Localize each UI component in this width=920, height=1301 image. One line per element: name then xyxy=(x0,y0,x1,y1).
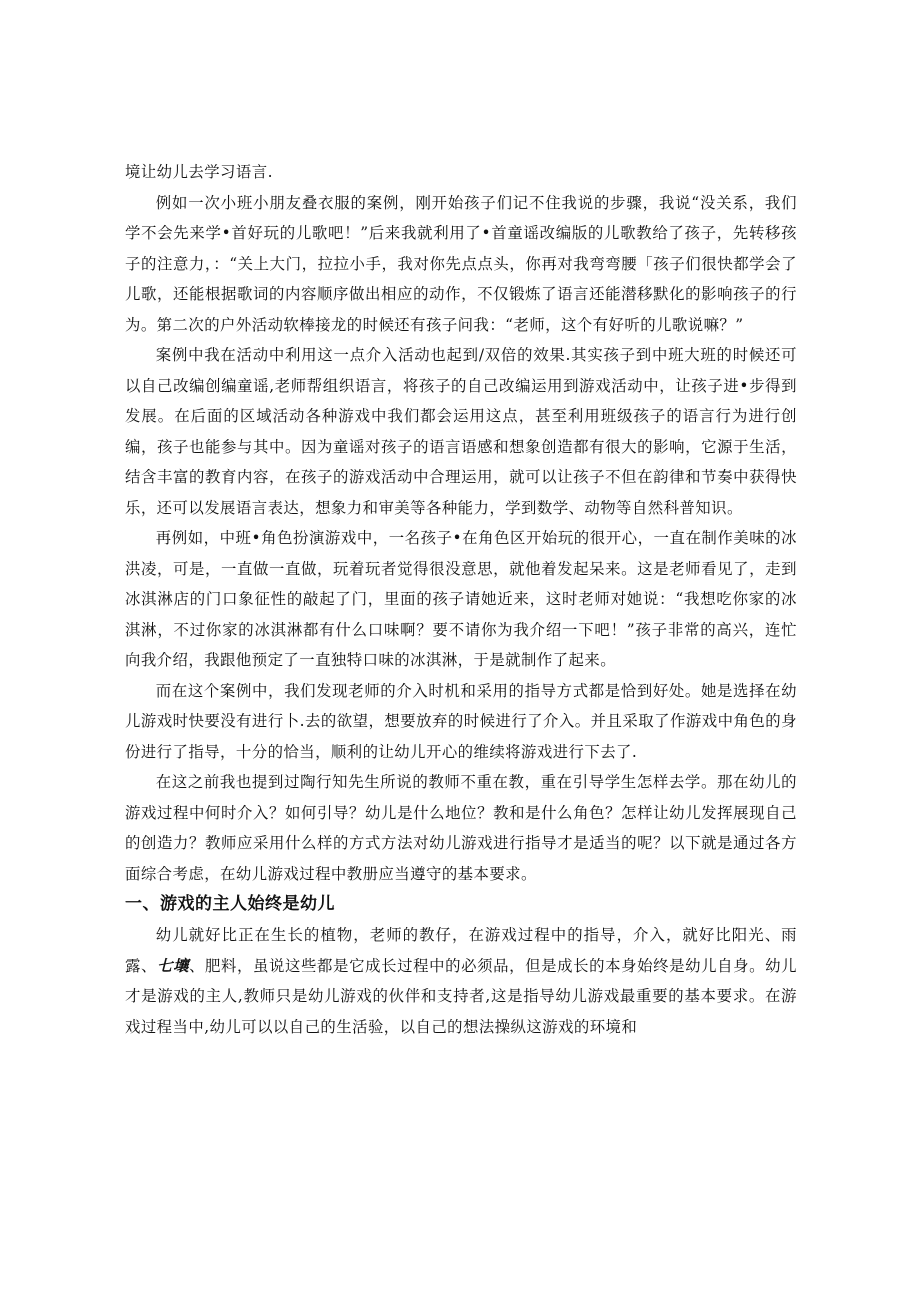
section-heading-1: 一、游戏的主人始终是幼儿 xyxy=(125,894,335,914)
paragraph-folding-clothes-case: 例如一次小班小朋友叠衣服的案例，刚开始孩子们记不住我说的步骤，我说“没关系，我们学不会先来学•首好玩的儿歌吧！”后来我就利用了•首童谣改编版的儿歌教给了孩子，先转移孩子的注意力，：“关上大门，拉拉小手，我对你先点点头，你再对我弯弯腰「孩子们很快都学会了儿歌，还能根据歌词的内容顺序做出相应的动作，不仅锻炼了语言还能潜移默化的影响孩子的行为。第二次的户外活动软棒接龙的时候还有孩子问我：“老师，这个有好听的儿歌说嘛？” xyxy=(125,193,797,334)
paragraph-intervention-timing: 而在这个案例中，我们发现老师的介入时机和采用的指导方式都是恰到好处。她是选择在幼儿游戏时快要没有进行卜.去的欲望，想要放弃的时候进行了介入。并且采取了作游戏中角色的身份进行了指导，十分的恰当，顺利的让幼儿开心的维续将游戏进行下去了. xyxy=(125,681,797,761)
paragraph-nursery-rhyme-effect: 案例中我在活动中利用这一点介入活动也起到/双倍的效果.其实孩子到中班大班的时候还可以自己改编创编童谣,老师帮组织语言，将孩子的自己改编运用到游戏活动中，让孩子进•步得到发展。在后面的区域活动各种游戏中我们都会运用这点，甚至利用班级孩子的语言行为进行创编，孩子也能参与其中。因为童谣对孩子的语言语感和想象创造都有很大的影响，它源于生活，结含丰富的教育内容，在孩子的游戏活动中合理运用，就可以让孩子不但在韵律和节奏中获得快乐，还可以发展语言表达，想象力和审美等各种能力，学到数学、动物等自然科普知识。 xyxy=(125,346,797,517)
paragraph-text-part-1: 幼儿就好比正在生长的植物，老师的教仔，在游戏过程中的指导，介入，就好比阳光、雨露、 xyxy=(125,926,797,975)
emphasized-word: 七壤 xyxy=(157,956,190,975)
paragraph-child-as-master xyxy=(125,920,797,1042)
paragraph-basic-requirements-intro: 在这之前我也提到过陶行知先生所说的教师不重在教，重在引导学生怎样去学。那在幼儿的游戏过程中何时介入？如何引导？幼儿是什么地位？教和是什么角色？怎样让幼儿发挥展现自己的创造力？教师应采用什么样的方式方法对幼儿游戏进行指导才是适当的呢？以下就是通过各方面综合考虑，在幼儿游戏过程中教册应当遵守的基本要求。 xyxy=(125,773,797,883)
paragraph-text-part-2: 、肥料，虽说这些都是它成长过程中的必须品，但是成长的本身始终是幼儿自身。幼儿才是游戏的主人,教师只是幼儿游戏的伙伴和支持者,这是指导幼儿游戏最重要的基本要求。在游戏过程当中,幼儿可以以自己的生活验，以自己的想法操纵这游戏的环境和 xyxy=(125,956,797,1036)
document-page xyxy=(125,157,797,1042)
paragraph-continued: 境让幼儿去学习语言. xyxy=(125,163,273,181)
paragraph-role-play-case: 再例如，中班•角色扮演游戏中，一名孩子•在角色区开始玩的很开心，一直在制作美味的冰洪凌，可是，一直做一直做，玩着玩者觉得很没意思，就他着发起呆来。这是老师看见了，走到冰淇淋店的门口象征性的敲起了门，里面的孩子请她近来，这时老师对她说：“我想吃你家的冰淇淋，不过你家的冰淇淋都有什么口味啊？要不请你为我介绍一下吧！”孩子非常的高兴，连忙向我介绍，我跟他预定了一直独特口味的冰淇淋，于是就制作了起来。 xyxy=(125,529,797,669)
